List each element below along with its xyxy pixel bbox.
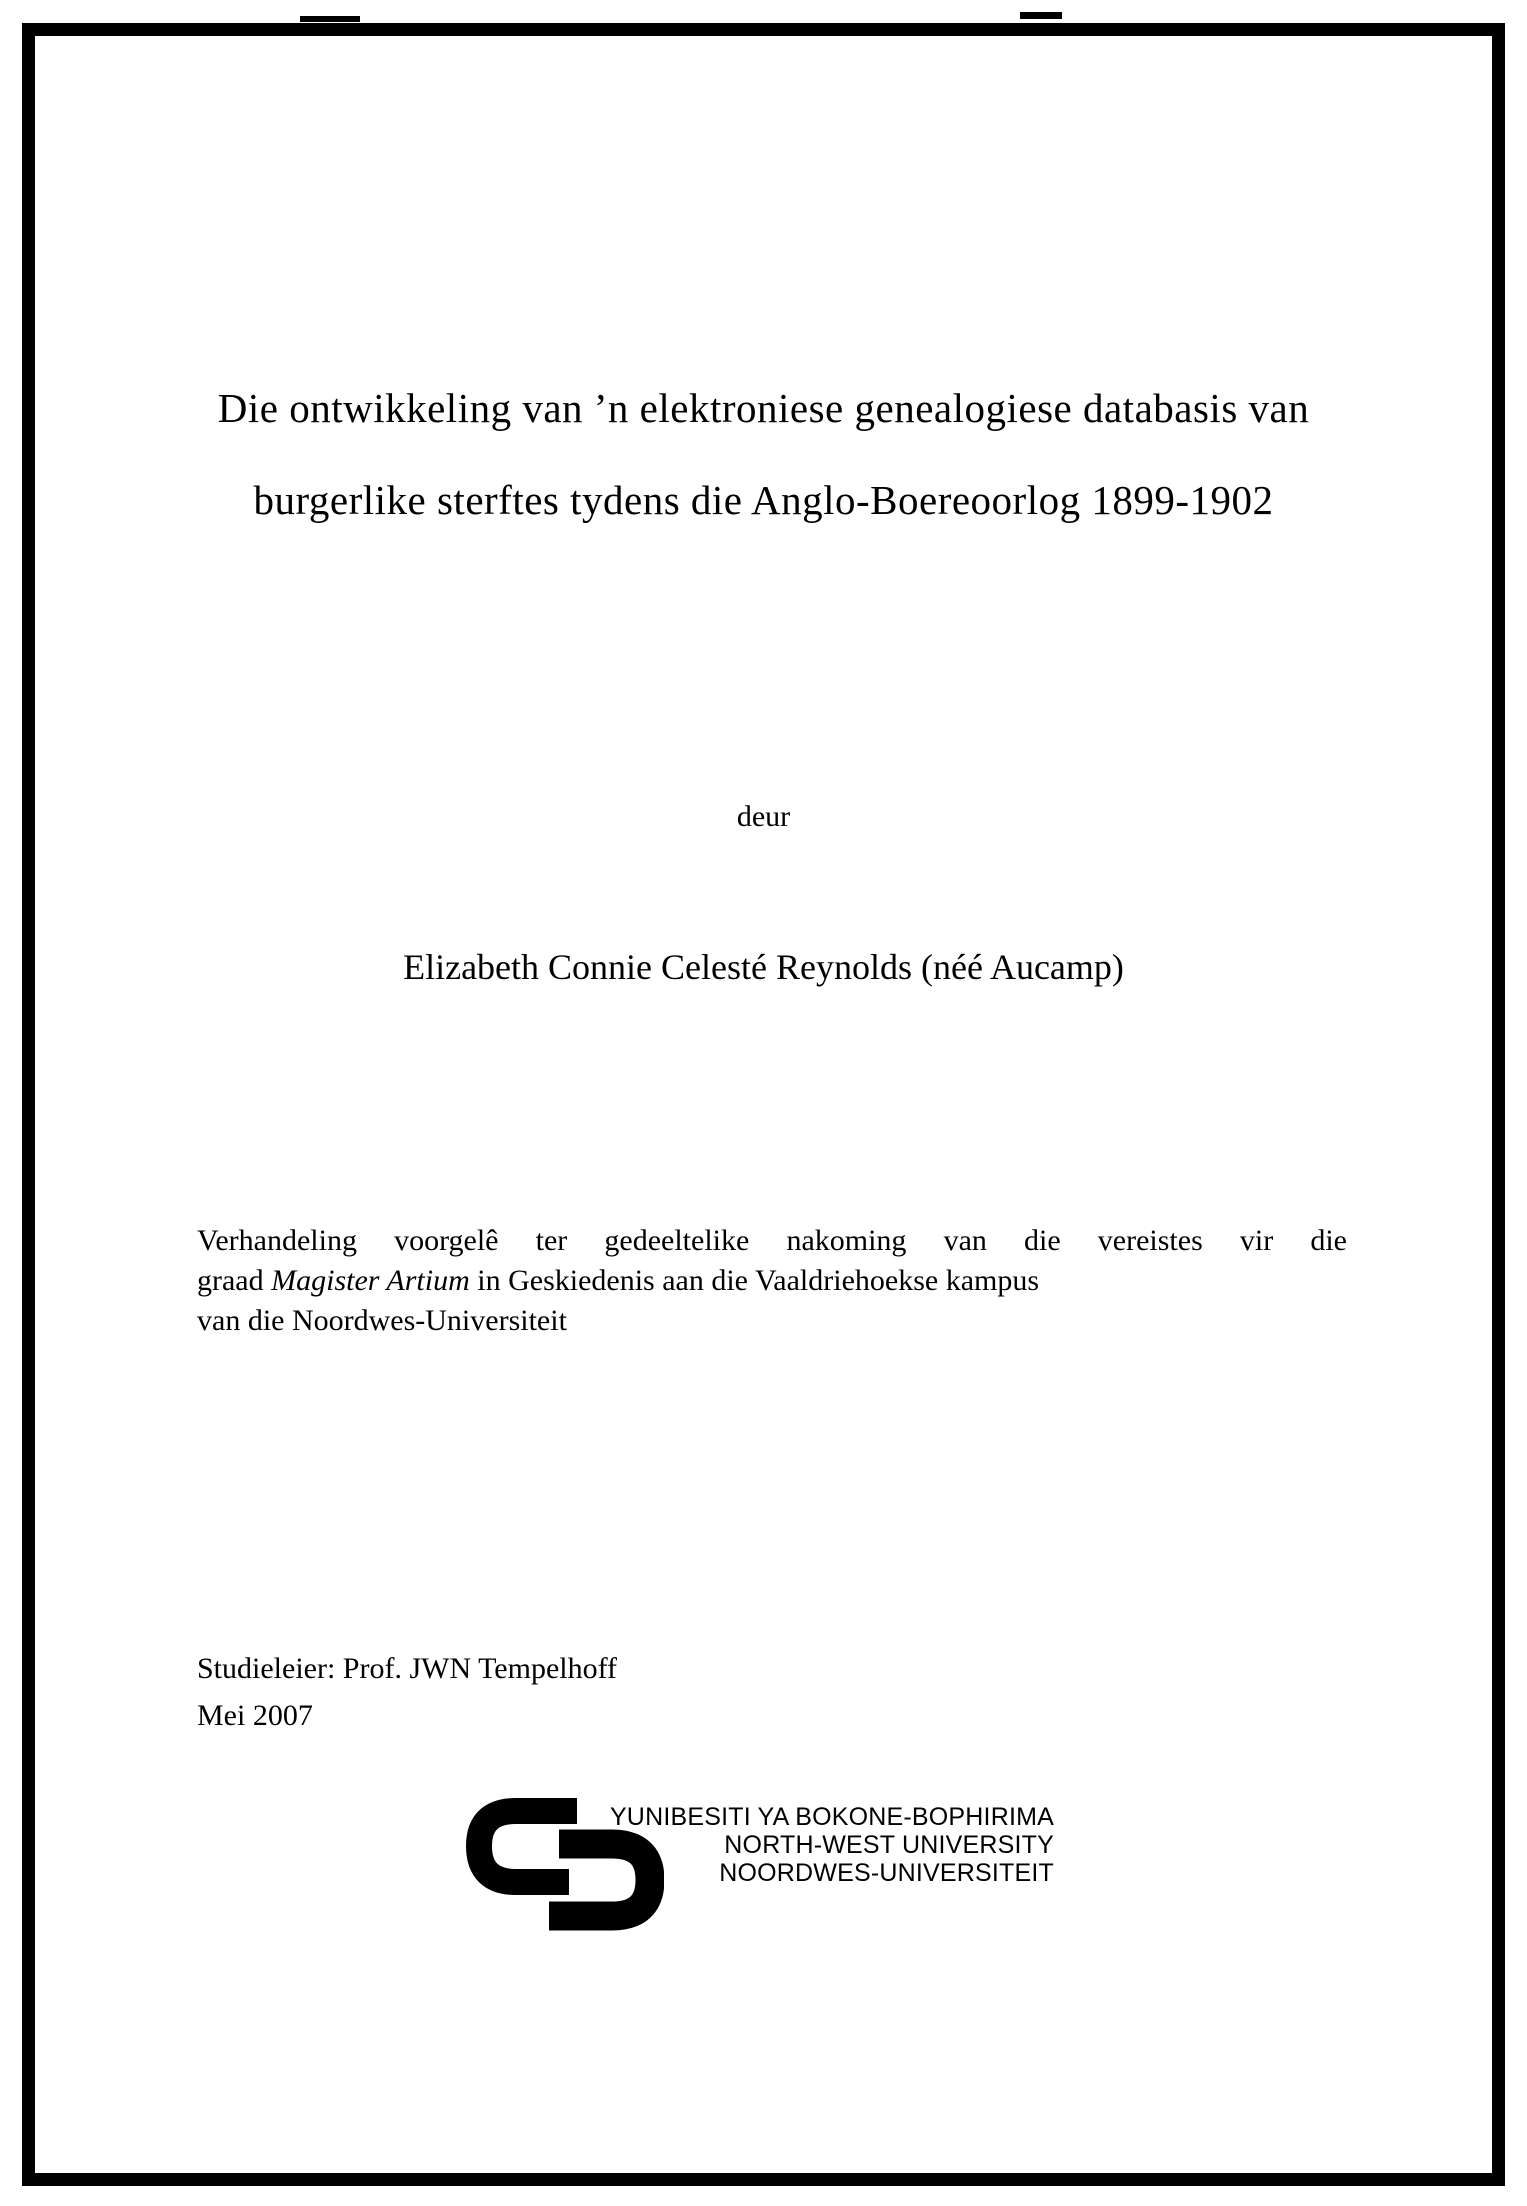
byline-label: deur <box>736 800 791 833</box>
university-logo <box>466 1796 1066 1936</box>
supervisor-block <box>197 1645 617 1739</box>
scan-artifact <box>300 16 360 22</box>
university-name-english: NORTH-WEST UNIVERSITY <box>724 1831 1054 1859</box>
degree-name-italic: Magister Artium <box>271 1264 470 1297</box>
degree-statement-line2-suffix: in Geskiedenis aan die Vaaldriehoekse kampus <box>469 1264 1040 1297</box>
degree-statement-line2 <box>197 1261 1347 1301</box>
scan-artifact <box>1020 12 1062 19</box>
degree-statement-line3: van die Noordwes-Universiteit <box>197 1304 567 1337</box>
thesis-title-line1: Die ontwikkeling van ’n elektroniese genealogiese databasis van <box>217 385 1310 431</box>
university-name-setswana: YUNIBESITI YA BOKONE-BOPHIRIMA <box>609 1803 1054 1831</box>
date-line: Mei 2007 <box>197 1699 313 1732</box>
university-wordmark <box>588 1803 1054 1887</box>
degree-statement <box>197 1221 1347 1341</box>
degree-statement-line1: Verhandeling voorgelê ter gedeeltelike nakoming van die vereistes vir die <box>197 1224 1347 1257</box>
university-name-afrikaans: NOORDWES-UNIVERSITEIT <box>719 1859 1054 1887</box>
thesis-title <box>110 362 1417 546</box>
degree-statement-line2-prefix: graad <box>197 1264 272 1297</box>
author-name: Elizabeth Connie Celesté Reynolds (néé Aucamp) <box>403 947 1124 987</box>
supervisor-line: Studieleier: Prof. JWN Tempelhoff <box>197 1652 618 1685</box>
thesis-title-line2: burgerlike sterftes tydens die Anglo-Boereoorlog 1899-1902 <box>253 477 1274 523</box>
